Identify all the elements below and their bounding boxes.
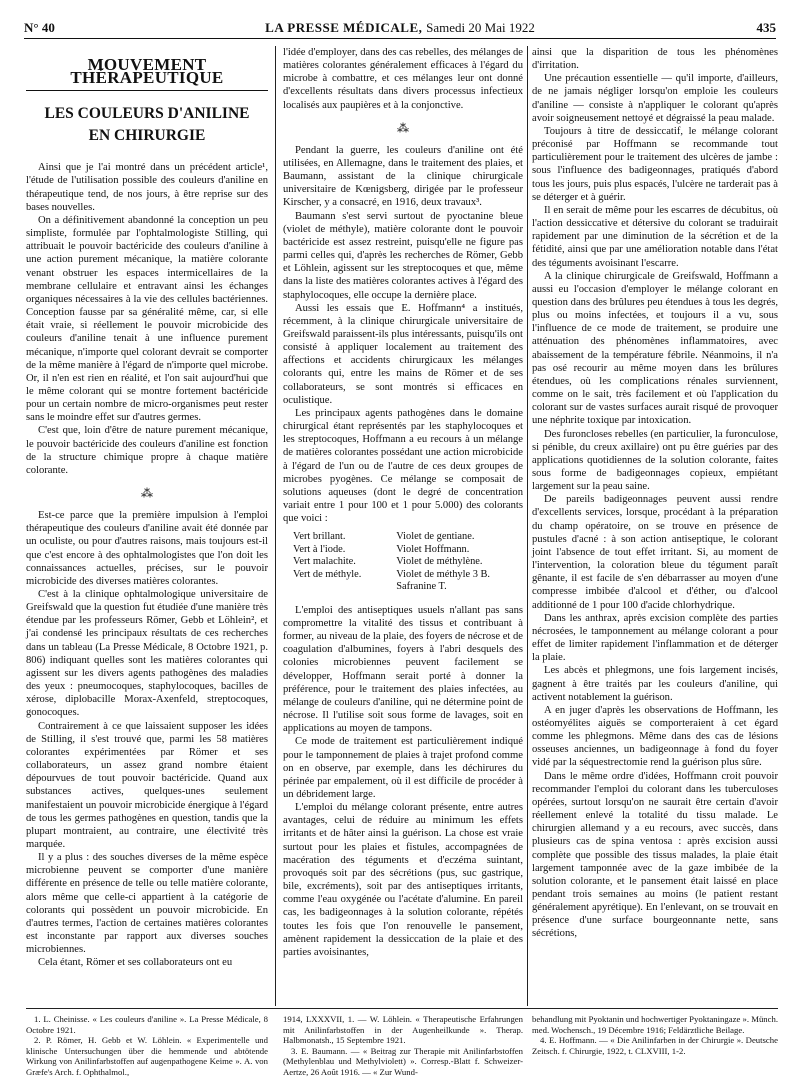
paragraph: C'est à la clinique ophtalmologique universitaire de Greifswald que la question fut étudiée d'une manière très étendue par les professeurs Römer, Gebb et Löhlein², et j'ai condensé les principaux résultats de ces recherches dans un tableau (La Presse Médicale, 8 Octobre 1921, p. 806) indiquant quelles sont les matières colorantes qui agissent sur les divers agents pathogènes des maladies des yeux : pneumocoques, staphylocoques, bacilles de xérose, diplobacille Morax-Axenfeld, streptocoques, gonocoques. xyxy=(26,589,268,719)
footnotes-column-1 xyxy=(26,1014,268,1078)
table-cell: Vert malachite. xyxy=(293,556,356,568)
column-divider xyxy=(275,46,276,1006)
journal-name: LA PRESSE MÉDICALE, xyxy=(265,20,423,35)
table-cell: Vert à l'iode. xyxy=(293,543,346,555)
paragraph: Il y a plus : des souches diverses de la même espèce microbienne peuvent se comporter d'une manière différente en présence de telle ou telle matière colorante, alors même que celle-ci appartient à la catégorie de colorants qui possèdent un pouvoir microbicide. En d'autres termes, l'action de certaines matières colorantes est inconstante par rapport aux diverses souches microbiennes. xyxy=(26,852,268,956)
title-rule xyxy=(26,90,268,91)
paragraph: A la clinique chirurgicale de Greifswald, Hoffmann a aussi eu l'occasion d'employer le mélange colorant en question dans des brûlures peu étendues à tous les degrés, plus ou moins infectées, et toujours il a vu, sous l'influence de ce mode de traitement, se produire une atténuation des phénomènes inflammatoires, avec abaissement de la température fébrile. Néanmoins, il n'a pas osé recourir au même moyen dans les brûlures étendues, où les complications rénales surviennent, comme on le sait, très facilement et où l'application du colorant sur de vastes surfaces aurait risqué de provoquer une néphrite toxique par intoxication. xyxy=(532,270,778,427)
table-cell: Violet de méthylène. xyxy=(396,556,483,568)
paragraph: Ainsi que je l'ai montré dans un précédent article¹, l'étude de l'utilisation possible des couleurs d'aniline en thérapeutique tend, de nos jours, à être reprise sur des bases nouvelles. xyxy=(26,162,268,213)
paragraph: l'idée d'employer, dans des cas rebelles, des mélanges de matières colorantes généralement efficaces à l'égard du microbe à combattre, et ces mélanges leur ont donné d'excellents résultats dans divers processus infectieux localisés aux paupières et à la conjonctive. xyxy=(283,47,523,111)
footnote: 2. P. Römer, H. Gebb et W. Löhlein. « Experimentelle und klinische Untersuchungen über die hemmende und abtötende Wirkung von Anilinfarbstoffen auf augenpathogene Keime ». A. von Græfe's Arch. f. Ophthalmol., xyxy=(26,1035,268,1077)
paragraph: L'emploi des antiseptiques usuels n'allant pas sans compromettre la vitalité des tissus et contribuant à former, au niveau de la plaie, des foyers de nécrose et de coagulation d'albumines, foyers à l'abri desquels des colonies microbiennes peuvent facilement se développer, Hoffmann serait porté à donner la préférence, pour le traitement des plaies infectées, au mélange de couleurs d'aniline, qui ne détermine point de nécrose. Il l'utilise soit sous forme de lavages, soit en applications au moyen de tampons. xyxy=(283,604,523,735)
table-cell: Violet Hoffmann. xyxy=(396,543,470,555)
table-row xyxy=(283,556,523,569)
article-title-line-2: EN CHIRURGIE xyxy=(88,127,206,145)
paragraph: Dans les anthrax, après excision complète des parties nécrosées, le tamponnement au mélange colorant a pour effet de limiter rapidement l'inflammation et de déterger la plaie. xyxy=(532,612,778,664)
footnote: behandlung mit Pyoktanin und hochwertiger Pyoktaningaze ». Münch. med. Wochensch., 19 Décembre 1916; Feldärztliche Beilage. xyxy=(532,1014,778,1035)
paragraph: Est-ce parce que la première impulsion à l'emploi thérapeutique des couleurs d'aniline avait été donnée par un oculiste, ou pour d'autres raisons, mais toujours est-il que c'est encore à des ophtalmologistes que l'on doit les connaissances actuelles, précises, sur le pouvoir microbicide des diverses matières colorantes. xyxy=(26,510,268,587)
issue-date: Samedi 20 Mai 1922 xyxy=(426,20,535,35)
table-row xyxy=(283,531,523,544)
paragraph: Pendant la guerre, les couleurs d'aniline ont été utilisées, en Allemagne, dans le traitement des plaies, et Baumann, assistant de la clinique chirurgicale universitaire de Kœnigsberg, dirigée par le professeur Kirscher, y a consacré, en 1916, deux travaux³. xyxy=(283,144,523,209)
paragraph: ainsi que la disparition de tous les phénomènes d'irritation. xyxy=(532,47,778,72)
table-cell: Violet de gentiane. xyxy=(396,531,475,543)
paragraph: A en juger d'après les observations de Hoffmann, les ostéomyélites aiguës se comporteraient à cet égard comme les phlegmons. Même dans des cas de lésions osseuses anciennes, un badigeonnage à fond du foyer vidé par la séquestrectomie rend la guérison plus sûre. xyxy=(532,704,778,769)
table-cell: Vert brillant. xyxy=(293,531,346,543)
paragraph: Toujours à titre de dessiccatif, le mélange colorant préconisé par Hoffmann se recommande tout particulièrement pour le traitement des ulcères de jambe : sous l'influence des badigeonnages, pratiqués d'abord tous les jours, puis plus espacés, l'ulcère ne tarderait pas à se déterger et à guérir. xyxy=(532,125,778,203)
table-cell: Violet de méthyle 3 B. xyxy=(396,568,491,580)
paragraph: Les principaux agents pathogènes dans le domaine chirurgical étant représentés par les staphylocoques et les streptocoques, Hoffmann a eu recours à un mélange de matières colorantes possédant une action microbicide à l'égard de l'un ou de l'autre de ces deux groupes de microbes pyogènes. Ce mélange se composait de solutions aqueuses (dont le degré de concentration variait entre 1 pour 100 et 1 pour 5.000) des colorants que voici : xyxy=(283,407,523,525)
paragraph: Aussi les essais que E. Hoffmann⁴ a institués, récemment, à la clinique chirurgicale universitaire de Greifswald paraissent-ils plus intéressants, puisqu'ils ont consisté à appliquer localement au traitement des affections et accidents chirurgicaux les mélanges colorants qui, entre les mains de Römer et de ses collaborateurs, se sont montrés si efficaces en oculistique. xyxy=(283,302,523,406)
journal-title xyxy=(24,20,776,36)
column-2 xyxy=(283,46,523,959)
footnotes-column-2 xyxy=(283,1014,523,1078)
footnote-rule xyxy=(26,1008,778,1009)
paragraph: De pareils badigeonnages peuvent aussi rendre d'excellents services, lorsque, procédant à la préparation du champ opératoire, on se trouve en présence de pustules d'acné : à son action antiseptique, le colorant joint l'absence de tout effet irritant. Si, au moment de l'intervention, la coloration bleue du tégument paraît gênante, il est facile de s'en débarrasser au moyen d'une compresse imbibée d'alcool et d'éther, ou d'alcool additionné de 1 pour 100 d'acide chlorhydrique. xyxy=(532,494,778,611)
paragraph: Ce mode de traitement est particulièrement indiqué pour le tamponnement de plaies à trajet profond comme on en observe, par exemple, dans les déchirures du périnée par empalement, où il est difficile de procéder à un débridement large. xyxy=(283,736,523,800)
header-rule xyxy=(24,38,776,39)
column-divider xyxy=(527,46,528,1006)
footnote: 3. E. Baumann. — « Beitrag zur Therapie mit Anilinfarbstoffen (Methylenblau und Methylviolett) ». Corresp.-Blatt f. Schweizer-Aertze, 26 Août 1916. — « Zur Wund- xyxy=(283,1045,523,1077)
issue-number: N° 40 xyxy=(24,20,55,35)
table-row xyxy=(283,544,523,557)
paragraph: On a définitivement abandonné la conception un peu simpliste, formulée par l'ophtalmologiste Stilling, qui attribuait le pouvoir bactéricide des couleurs d'aniline à une action purement mécanique, la matière colorante venant obstruer les espaces intermicellaires de la membrane cellulaire et entravant ainsi les échanges organiques nécessaires à la vie des cellules bactériennes. Conception fausse par sa généralité même, car, si elle était vraie, si réellement le pouvoir microbicide des couleurs d'aniline tenait à une influence purement mécanique, n'importe quel colorant devrait se comporter de la même manière à l'égard de n'importe quel microbe. Or, il n'en est rien en réalité, et l'on sait aujourd'hui que le même colorant qui se montre fortement bactéricide pour un certain nombre de micro-organismes peut rester sans le moindre effet sur d'autres germes. xyxy=(26,214,268,424)
paragraph: Contrairement à ce que laissaient supposer les idées de Stilling, il s'est trouvé que, parmi les 58 matières colorantes expérimentées par Römer et ses collaborateurs, un assez grand nombre étaient dépourvues de tout pouvoir bactéricide. Quand aux substances actives, quelques-unes seulement manifestaient un pouvoir microbicide énergique à l'égard de tous les germes pathogènes en question, tandis que la plupart montraient, au contraire, une électivité très marquée. xyxy=(26,720,268,850)
footnote: 4. E. Hoffmann. — « Die Anilinfarben in der Chirurgie ». Deutsche Zeitsch. f. Chirurgie, 1922, t. CLXVIII, 1-2. xyxy=(532,1035,778,1056)
paragraph: Cela étant, Römer et ses collaborateurs ont eu xyxy=(38,957,233,969)
column-1 xyxy=(26,46,268,970)
table-cell: Safranine T. xyxy=(396,581,447,593)
paragraph: L'emploi du mélange colorant présente, entre autres avantages, celui de réduire au minimum les effets irritants et de hâter ainsi la guérison. La chose est vraie surtout pour les plaies et fistules, accompagnées de macération des téguments et d'eczéma suintant, provoqués soit par des sécrétions (pus, suc gastrique, bile, excréments), soit par des antiseptiques irritants, comme l'eau oxygénée ou l'acétate d'alumine. En pareil cas, les badigeonnages à la solution colorante, répétés toutes les fois que l'on renouvelle le pansement, amènent rapidement la dessiccation de la plaie et des parties avoisinantes, xyxy=(283,802,523,958)
section-title: MOUVEMENT THÉRAPEUTIQUE xyxy=(70,55,224,88)
article-title xyxy=(26,103,268,147)
article-title-line-1: LES COULEURS D'ANILINE xyxy=(44,105,250,123)
paragraph: Des furoncloses rebelles (en particulier, la furonculose, si pénible, du creux axillaire) ont pu être guéries par des applications quotidiennes de la solution colorante, faites sous forme de badigeonnages copieux, empiétant largement sur la peau saine. xyxy=(532,428,778,493)
paragraph: Baumann s'est servi surtout de pyoctanine bleue (violet de méthyle), matière colorante dont le pouvoir bactéricide est assez restreint, puisqu'elle ne figure pas parmi celles qui, d'après les recherches de Römer, Gebb et Löhlein, agissent sur les streptocoques et que, même dans la liste des matières colorantes actives à l'égard des staphylocoques, elle occupe la dernière place. xyxy=(283,210,523,301)
colorants-table xyxy=(283,531,523,594)
page-number: 435 xyxy=(756,20,776,35)
table-cell xyxy=(283,581,386,594)
table-cell: Vert de méthyle. xyxy=(293,568,362,580)
table-row xyxy=(283,569,523,582)
footnote: 1914, LXXXVII, 1. — W. Löhlein. « Therapeutische Erfahrungen mit Anilinfarbstoffen in der Augenheilkunde ». Therap. Halbmonatsh., 15 Septembre 1921. xyxy=(283,1014,523,1046)
footnote: 1. L. Cheinisse. « Les couleurs d'aniline ». La Presse Médicale, 8 Octobre 1921. xyxy=(26,1014,268,1035)
column-3 xyxy=(532,46,778,941)
paragraph: Les abcès et phlegmons, une fois largement incisés, gagnent à être traités par les couleurs d'aniline, qui activent notablement la guérison. xyxy=(532,665,778,703)
paragraph: Dans le même ordre d'idées, Hoffmann croit pouvoir recommander l'emploi du colorant dans les tuberculoses opérées, surtout lorsqu'on ne saurait être certain d'avoir réellement enlevé la totalité du tissu malade. Le chirurgien allemand y a eu recours, avec succès, dans plusieurs cas de spina ventosa : après excision aussi complète que possible des tissus malades, la plaie était largement tamponnée avec de la gaze imbibée de la solution colorante, et le pansement était laissé en place pendant trois semaines au moins (le patient restant généralement apyrétique). En l'enlevant, on se trouvait en présence d'une surface bourgeonnante nette, sans sécrétions, xyxy=(532,770,778,940)
asterism: ⁂ xyxy=(141,486,153,501)
asterism: ⁂ xyxy=(397,120,409,135)
footnotes-column-3 xyxy=(532,1014,778,1056)
table-row xyxy=(283,581,523,594)
paragraph: Une précaution essentielle — qu'il importe, d'ailleurs, de ne jamais négliger lorsqu'on emploie les couleurs d'aniline — consiste à n'appliquer le colorant qu'après avoir soigneusement nettoyé et dégraissé la peau malade. xyxy=(532,73,778,124)
paragraph: C'est que, loin d'être de nature purement mécanique, le pouvoir bactéricide des couleurs d'aniline est fonction de la structure chimique propre à chaque matière colorante. xyxy=(26,425,268,476)
paragraph: Il en serait de même pour les escarres de décubitus, où l'action dessiccative et détersive du colorant se traduirait rapidement par une diminution de la sécrétion et de la fétidité, ainsi que par une amélioration notable dans l'état des téguments avoisinant l'escarre. xyxy=(532,204,778,269)
page-header xyxy=(24,14,776,36)
